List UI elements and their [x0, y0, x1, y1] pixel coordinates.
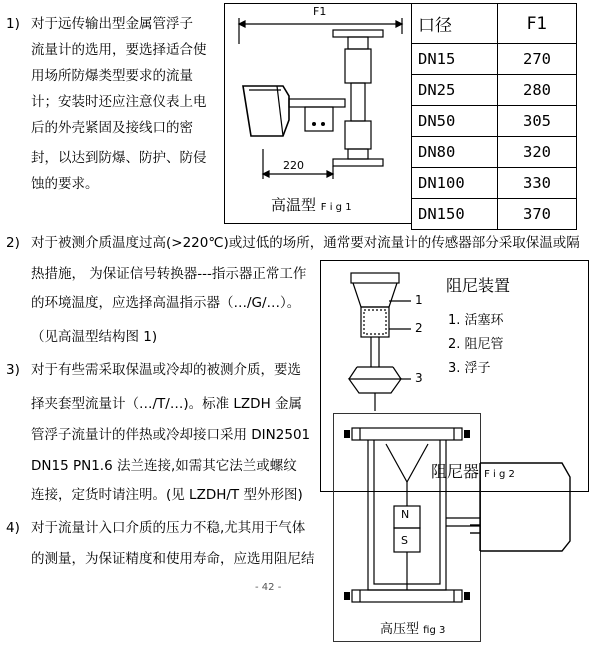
caption-fig: fig 3 [423, 625, 446, 636]
text-line: 流量计的选用，要选择适合使 [31, 42, 207, 58]
dim-220-label: 220 [283, 159, 304, 172]
text-line: 连接，定货时请注明。(见 LZDH/T 型外形图) [31, 487, 303, 503]
legend-float: 3. 浮子 [448, 361, 491, 376]
damper-title: 阻尼装置 [446, 276, 511, 295]
table-row [412, 106, 577, 137]
text-line: 计；安装时还应注意仪表上电 [31, 94, 207, 110]
dim-f1-label: F1 [313, 5, 327, 18]
text-line: 择夹套型流量计（…/T/…)。标准 LZDH 金属 [31, 396, 303, 412]
page-number: - 42 - [255, 582, 282, 593]
text-line: 对于远传输出型金属管浮子 [31, 16, 193, 32]
text-line: 封，以达到防爆、防护、防侵 [31, 150, 207, 166]
table-row [412, 75, 577, 106]
caption-main: 阻尼器 [431, 462, 480, 481]
text-line: 后的外壳紧固及接线口的密 [31, 120, 193, 136]
item-number: 2) [6, 235, 20, 251]
cell-dn: DN150 [412, 199, 498, 230]
figure-3-high-pressure [333, 413, 481, 642]
text-line: 对于有些需采取保温或冷却的被测介质，要选 [31, 362, 301, 378]
flowmeter-high-pressure-drawing [334, 414, 480, 641]
cell-f1: 330 [498, 168, 577, 199]
flowmeter-high-temp-drawing [225, 4, 411, 223]
text-line: 管浮子流量计的伴热或冷却接口采用 DIN2501 [31, 427, 311, 443]
item-number: 4) [6, 520, 20, 536]
cell-dn: DN50 [412, 106, 498, 137]
cell-dn: DN25 [412, 75, 498, 106]
text-line: （见高温型结构图 1) [31, 329, 158, 345]
magnet-s-label: S [401, 534, 408, 547]
text-line: 用场所防爆类型要求的流量 [31, 68, 193, 84]
figure-1-caption [271, 194, 352, 215]
callout-2: 2 [415, 321, 423, 335]
cell-f1: 270 [498, 44, 577, 75]
table-header-row [412, 4, 577, 44]
table-row [412, 44, 577, 75]
cell-dn: DN15 [412, 44, 498, 75]
header-diameter: 口径 [412, 4, 498, 44]
text-line: 对于被测介质温度过高(>220℃)或过低的场所，通常要对流量计的传感器部分采取保温或隔 [31, 235, 580, 251]
caption-fig: F i g 2 [484, 469, 515, 480]
f1-dimension-table [411, 3, 577, 230]
item-number: 3) [6, 362, 20, 378]
text-line: 的测量，为保证精度和使用寿命，应选用阻尼结 [31, 551, 315, 567]
table-row [412, 137, 577, 168]
legend-piston-ring: 1. 活塞环 [448, 313, 504, 328]
text-line: DN15 PN1.6 法兰连接,如需其它法兰或螺纹 [31, 458, 297, 474]
table-row [412, 199, 577, 230]
figure-1-high-temp [224, 3, 412, 224]
header-f1: F1 [498, 4, 577, 44]
item-number: 1) [6, 16, 20, 32]
legend-damper-tube: 2. 阻尼管 [448, 337, 504, 352]
caption-main: 高温型 [271, 196, 317, 214]
caption-main: 高压型 [380, 622, 420, 637]
text-line: 热措施， 为保证信号转换器---指示器正常工作 [31, 266, 307, 282]
cell-dn: DN100 [412, 168, 498, 199]
cell-f1: 280 [498, 75, 577, 106]
text-line: 的环境温度，应选择高温指示器（…/G/…）。 [31, 295, 301, 311]
cell-f1: 370 [498, 199, 577, 230]
callout-1: 1 [415, 293, 423, 307]
cell-dn: DN80 [412, 137, 498, 168]
cell-f1: 305 [498, 106, 577, 137]
magnet-n-label: N [401, 508, 410, 521]
table-row [412, 168, 577, 199]
cell-f1: 320 [498, 137, 577, 168]
caption-fig: F i g 1 [320, 202, 352, 213]
text-line: 蚀的要求。 [31, 176, 99, 192]
text-line: 对于流量计入口介质的压力不稳,尤其用于气体 [31, 520, 306, 536]
indicator-housing-drawing [470, 455, 580, 555]
callout-3: 3 [415, 371, 423, 385]
figure-3-caption [380, 618, 445, 637]
